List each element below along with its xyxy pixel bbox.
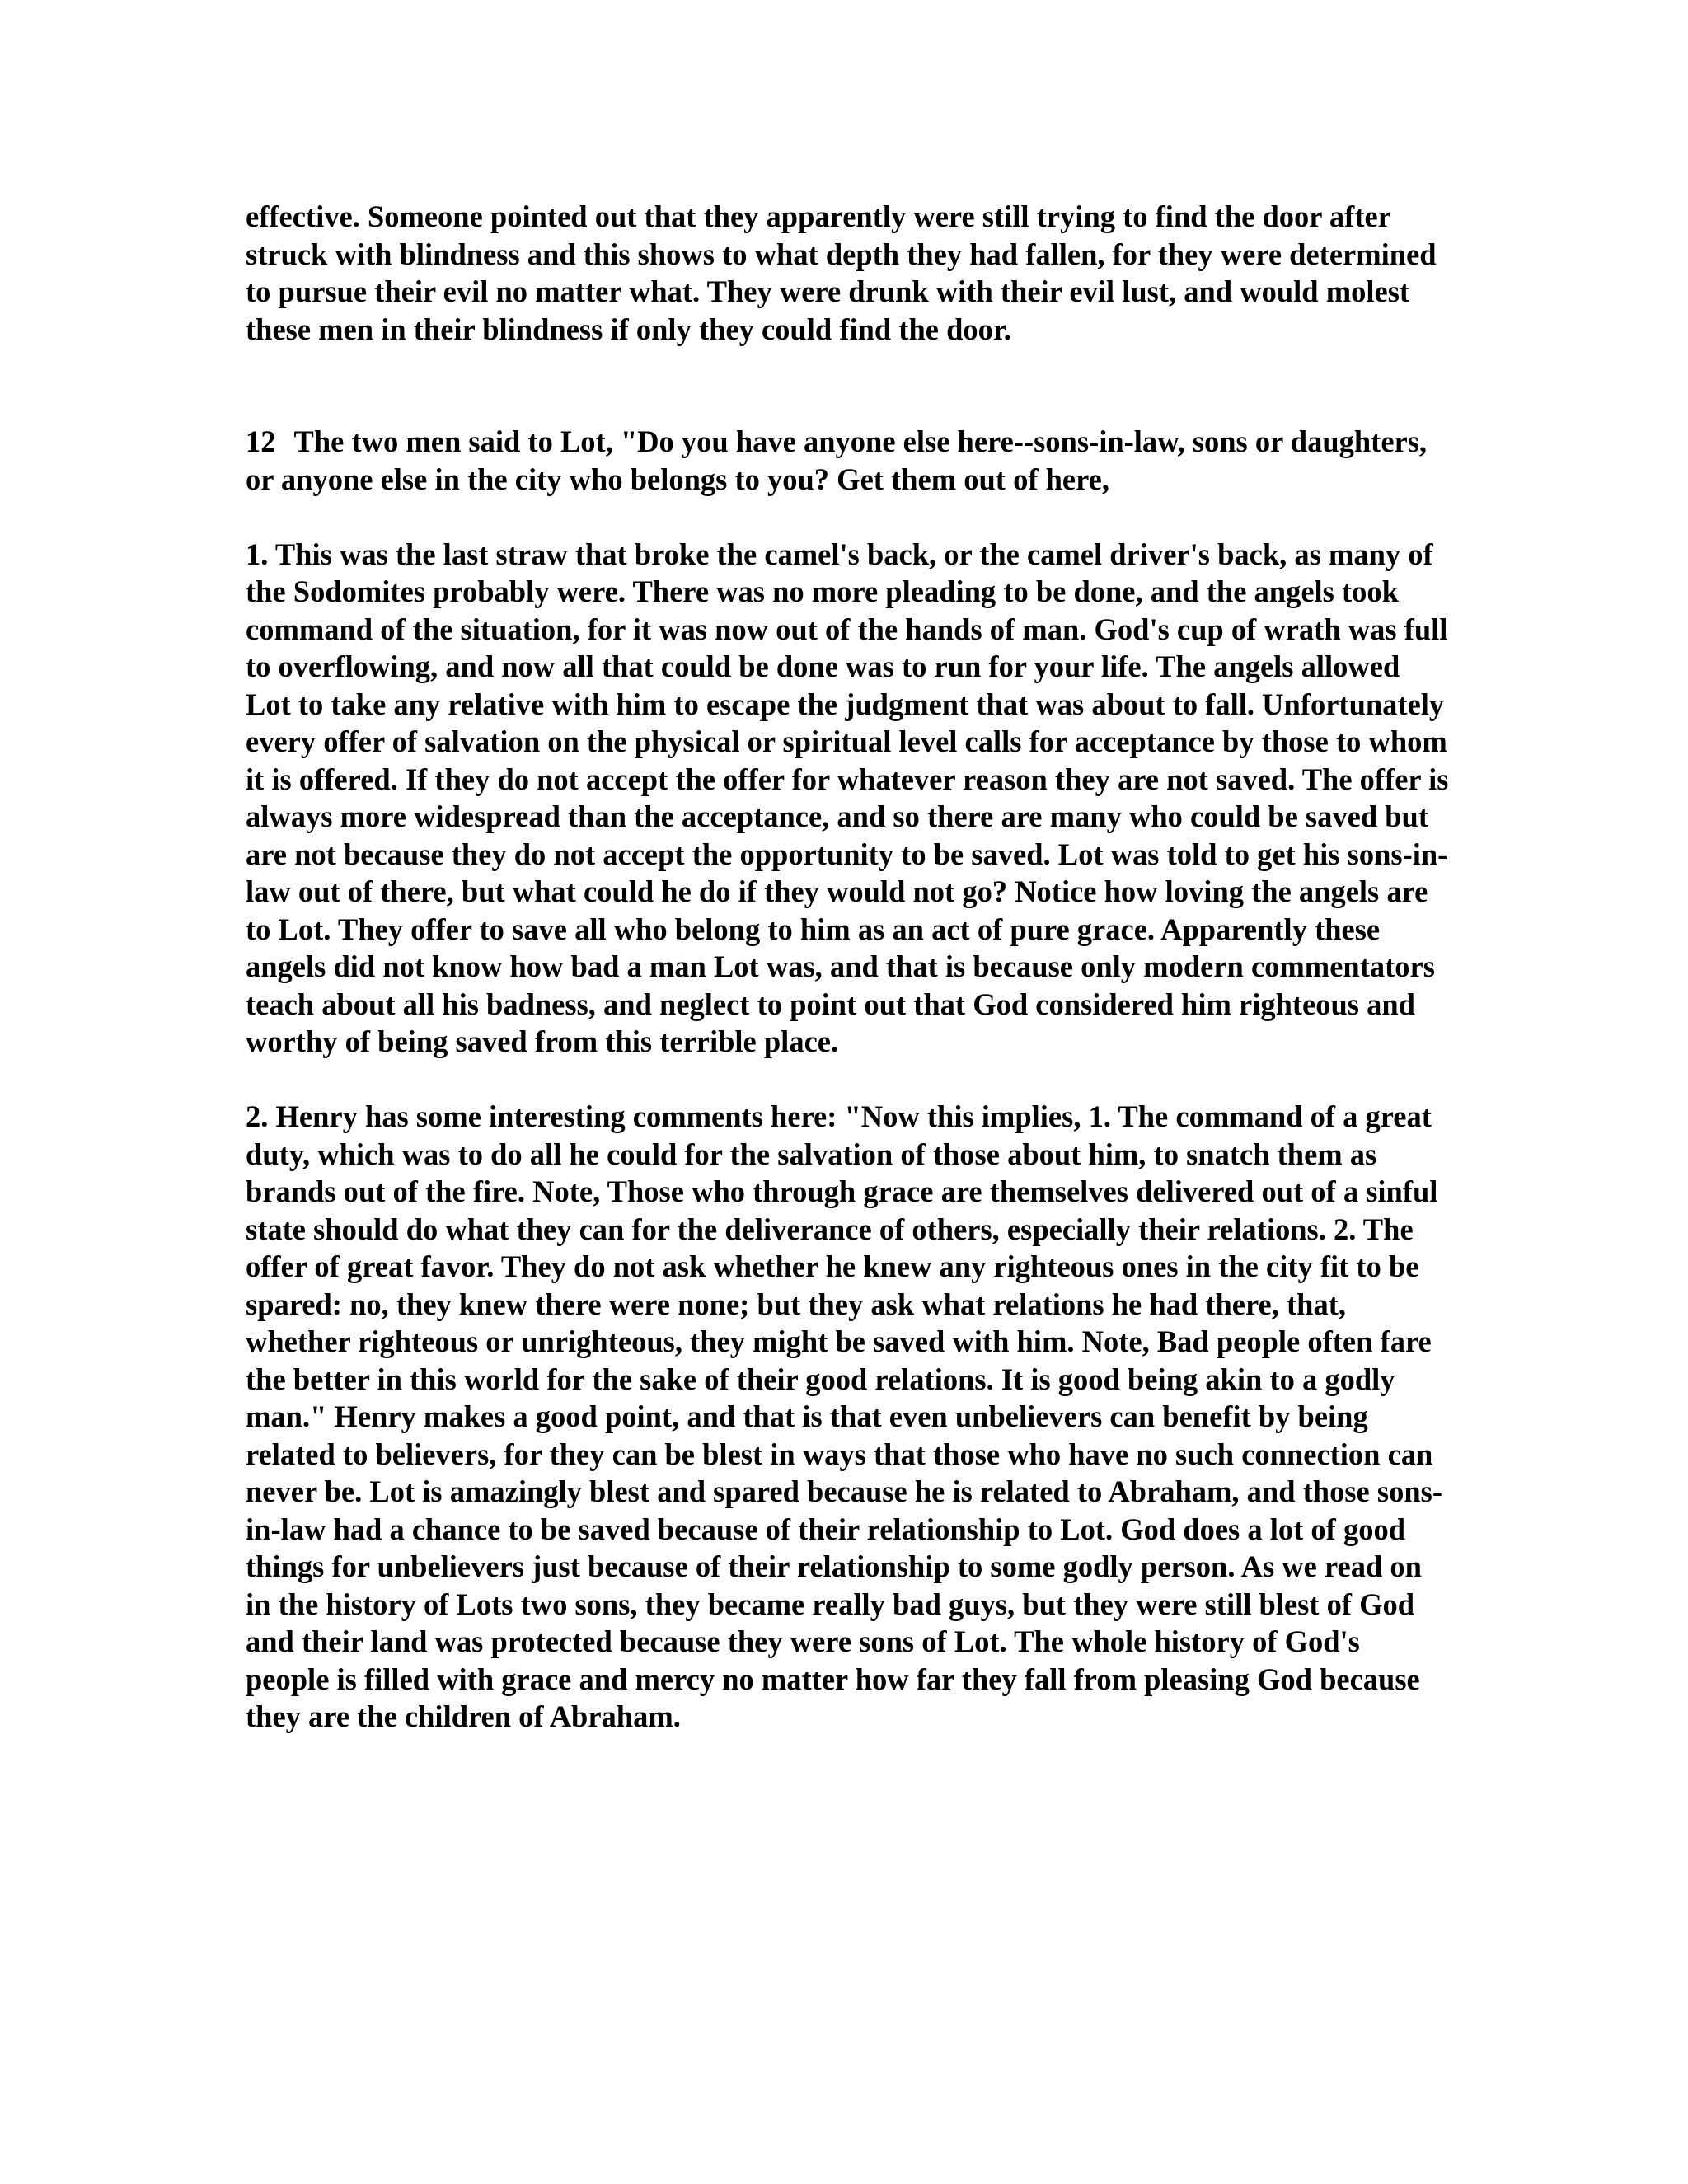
- verse-number: 12: [246, 424, 276, 458]
- comment-paragraph-2: 2. Henry has some interesting comments here: "Now this implies, 1. The command of a great duty, which was to do all he could for the salvation of those about him, to snatch them as brands out of the fire. Note, Those who through grace are themselves delivered out of a sinful state should do what they can for the deliverance of others, especially their relations. 2. The offer of great favor. They do not ask whether he knew any righteous ones in the city fit to be spared: no, they knew there were none; but they ask what relations he had there, that, whether righteous or unrighteous, they might be saved with him. Note, Bad people often fare the better in this world for the sake of their good relations. It is good being akin to a godly man." Henry makes a good point, and that is that even unbelievers can benefit by being related to believers, for they can be blest in ways that those who have no such connection can never be. Lot is amazingly blest and spared because he is related to Abraham, and those sons-in-law had a chance to be saved because of their relationship to Lot. God does a lot of good things for unbelievers just because of their relationship to some godly person. As we read on in the history of Lots two sons, they became really bad guys, but they were still blest of God and their land was protected because they were sons of Lot. The whole history of God's people is filled with grace and mercy no matter how far they fall from pleasing God because they are the children of Abraham.: [246, 1099, 1442, 1733]
- paragraph-spacer: [246, 498, 1449, 536]
- paragraph-spacer: [246, 1061, 1449, 1099]
- verse-text: The two men said to Lot, "Do you have anyone else here--sons-in-law, sons or daughters, or anyone else in the city who belongs to you? Get them out of here,: [246, 424, 1428, 496]
- document-page: [246, 198, 1449, 1736]
- comment-paragraph-1: 1. This was the last straw that broke the camel's back, or the camel driver's back, as many of the Sodomites probably were. There was no more pleading to be done, and the angels took command of the situation, for it was now out of the hands of man. God's cup of wrath was full to overflowing, and now all that could be done was to run for your life. The angels allowed Lot to take any relative with him to escape the judgment that was about to fall. Unfortunately every offer of salvation on the physical or spiritual level calls for acceptance by those to whom it is offered. If they do not accept the offer for whatever reason they are not saved. The offer is always more widespread than the acceptance, and so there are many who could be saved but are not because they do not accept the opportunity to be saved. Lot was told to get his sons-in-law out of there, but what could he do if they would not go? Notice how loving the angels are to Lot. They offer to save all who belong to him as an act of pure grace. Apparently these angels did not know how bad a man Lot was, and that is because only modern commentators teach about all his badness, and neglect to point out that God considered him righteous and worthy of being saved from this terrible place.: [246, 537, 1449, 1058]
- verse-paragraph: [246, 423, 1449, 498]
- intro-paragraph: effective. Someone pointed out that they apparently were still trying to find the door after struck with blindness and this shows to what depth they had fallen, for they were determined to pursue their evil no matter what. They were drunk with their evil lust, and would molest these men in their blindness if only they could find the door.: [246, 199, 1437, 346]
- section-spacer: [246, 348, 1449, 423]
